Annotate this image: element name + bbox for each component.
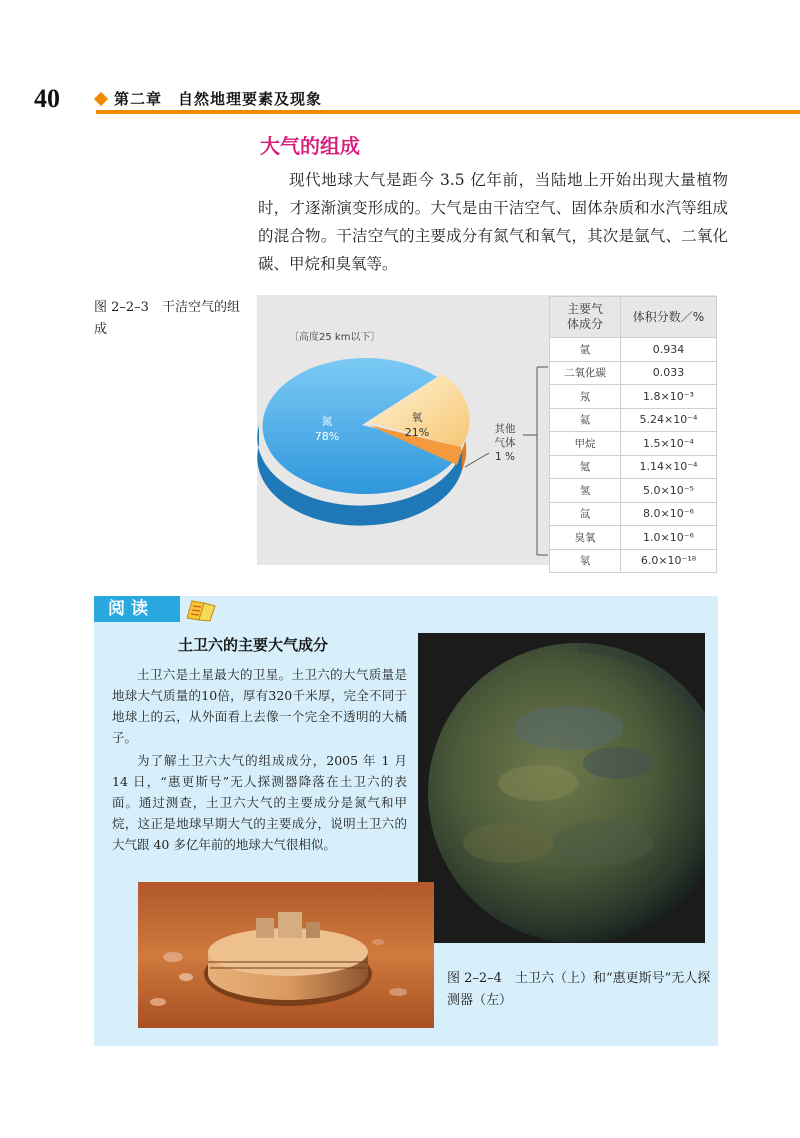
figure-note: 〔高度25 km以下〕 [289, 332, 381, 343]
header-divider [96, 110, 800, 114]
pie-label-oxygen: 氧 [411, 411, 423, 424]
intro-paragraph: 现代地球大气是距今 3.5 亿年前，当陆地上开始出现大量植物时，才逐渐演变形成的。大气是由干洁空气、固体杂质和水汽等组成的混合物。干洁空气的主要成分有氮气和氧气，其次是氩气、二氧化碳、甲烷和臭氧等。 [258, 171, 728, 273]
reading-tab: 阅读 [94, 596, 180, 622]
reading-paragraph-1: 土卫六是土星最大的卫星。土卫六的大气质量是地球大气质量的10倍，厚有320千米厚，完全不同于地球上的云，从外面看上去像一个完全不透明的大橘子。 [112, 667, 407, 745]
others-label-1: 其他 [494, 423, 516, 435]
figure-caption: 图 2–2–3 干洁空气的组成 [94, 300, 240, 337]
section-title: 大气的组成 [260, 134, 360, 158]
table-row: 二氧化碳 0.033 [550, 361, 717, 385]
table-row: 氖 1.8×10⁻³ [550, 385, 717, 409]
table-header-fraction: 体积分数／% [621, 297, 717, 338]
table-row: 氪 1.14×10⁻⁴ [550, 455, 717, 479]
table-row: 甲烷 1.5×10⁻⁴ [550, 432, 717, 456]
table-row: 氙 8.0×10⁻⁶ [550, 502, 717, 526]
reading-paragraph-2: 为了解土卫六大气的组成成分，2005 年 1 月 14 日，“惠更斯号”无人探测器降落在土卫六的表面。通过测查，土卫六大气的主要成分是氮气和甲烷，这正是地球早期大气的主要成分，说明土卫六的大气跟 40 多亿年前的地球大气很相似。 [112, 753, 407, 852]
gas-composition-table [549, 296, 717, 573]
book-icon [184, 598, 218, 622]
page-number: 40 [34, 84, 60, 113]
pie-value-nitrogen: 78% [314, 430, 340, 443]
table-row: 氩 0.934 [550, 338, 717, 362]
others-pointer-line [465, 453, 489, 467]
pie-label-nitrogen: 氮 [321, 415, 333, 428]
table-row: 氢 5.0×10⁻⁵ [550, 479, 717, 503]
header-diamond-icon [94, 92, 108, 106]
others-label-2: 气体 [494, 437, 516, 449]
table-row: 臭氧 1.0×10⁻⁶ [550, 526, 717, 550]
others-label-value: 1 % [495, 451, 515, 463]
table-header-row [550, 297, 717, 338]
table-header-component: 主要气 体成分 [550, 297, 621, 338]
table-row: 氡 6.0×10⁻¹⁸ [550, 549, 717, 573]
huygens-probe-photo [138, 882, 434, 1028]
chapter-title: 第二章 自然地理要素及现象 [114, 90, 323, 108]
table-row: 氦 5.24×10⁻⁴ [550, 408, 717, 432]
titan-photo [418, 633, 705, 943]
pie-value-oxygen: 21% [404, 426, 430, 439]
reading-title: 土卫六的主要大气成分 [178, 636, 329, 654]
pie-chart [257, 295, 549, 565]
photo-caption: 图 2–2–4 土卫六（上）和“惠更斯号”无人探测器（左） [447, 971, 711, 1008]
